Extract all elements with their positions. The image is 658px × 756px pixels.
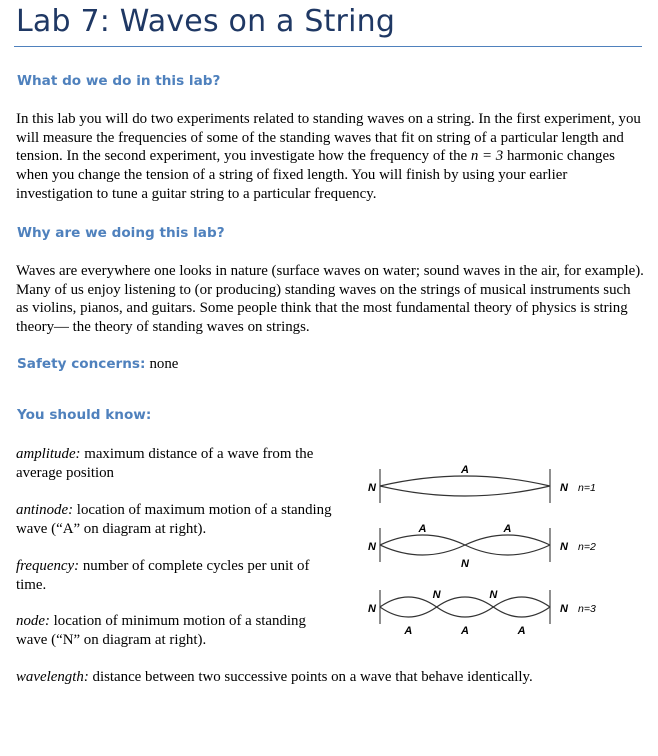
node-label: N bbox=[489, 589, 498, 601]
title-divider bbox=[14, 46, 642, 47]
node-label: N bbox=[560, 541, 568, 553]
wave-envelope-upper bbox=[380, 597, 550, 607]
node-label: N bbox=[368, 541, 376, 553]
antinode-label: A bbox=[503, 523, 512, 535]
node-label: N bbox=[432, 589, 441, 601]
mode-label: n=3 bbox=[578, 603, 596, 615]
definition-amplitude bbox=[16, 445, 341, 482]
section-heading-what: What do we do in this lab? bbox=[17, 73, 221, 89]
safety-label: Safety concerns: bbox=[17, 356, 146, 372]
wave-envelope-upper bbox=[380, 535, 550, 545]
antinode-label: A bbox=[404, 625, 413, 637]
section-heading-why: Why are we doing this lab? bbox=[17, 225, 225, 241]
body-what-math: n = 3 bbox=[470, 148, 504, 165]
def-term: antinode: bbox=[16, 502, 74, 518]
def-term: frequency: bbox=[16, 558, 80, 574]
page-title: Lab 7: Waves on a String bbox=[16, 4, 396, 39]
antinode-label: A bbox=[461, 464, 469, 476]
antinode-label: A bbox=[461, 625, 469, 637]
section-body-what bbox=[16, 110, 644, 204]
safety-value: none bbox=[149, 356, 179, 372]
mode-label: n=1 bbox=[578, 482, 596, 494]
body-what-start: In this lab you will do two experiments related to standing waves on a string. In the first experiment, you will measure the frequencies of some of the standing waves that fit on string of a particular length and tension. In the second experiment, you investigate how the frequency of the bbox=[16, 111, 641, 165]
def-text: number of complete cycles per unit of time. bbox=[16, 558, 310, 593]
definition-frequency bbox=[16, 557, 341, 594]
know-heading-text: You should know: bbox=[17, 407, 152, 423]
node-label: N bbox=[560, 603, 568, 615]
def-text: location of minimum motion of a standing wave (“N” on diagram at right). bbox=[16, 613, 306, 648]
definition-antinode bbox=[16, 501, 341, 538]
wave-envelope-upper bbox=[380, 476, 550, 486]
wave-envelope-lower bbox=[380, 545, 550, 555]
wave-envelope-lower bbox=[380, 607, 550, 617]
mode-label: n=2 bbox=[578, 541, 596, 553]
node-label: N bbox=[560, 482, 568, 494]
definition-wavelength bbox=[16, 668, 644, 687]
safety-line bbox=[17, 356, 178, 373]
def-term: wavelength: bbox=[16, 669, 89, 685]
def-text: maximum distance of a wave from the average position bbox=[16, 446, 314, 481]
antinode-label: A bbox=[418, 523, 427, 535]
def-text: location of maximum motion of a standing wave (“A” on diagram at right). bbox=[16, 502, 332, 537]
def-text: distance between two successive points on a wave that behave identically. bbox=[88, 669, 533, 685]
definition-node bbox=[16, 612, 341, 649]
body-what-end: harmonic changes when you change the tension of a string of fixed length. You will finish by using your earlier investigation to tune a guitar string to a particular frequency. bbox=[16, 148, 615, 202]
node-label: N bbox=[368, 603, 376, 615]
know-heading bbox=[17, 407, 151, 423]
wave-envelope-lower bbox=[380, 486, 550, 496]
node-label: N bbox=[368, 482, 376, 494]
section-body-why: Waves are everywhere one looks in nature (surface waves on water; sound waves in the air, for example). Many of us enjoy listening to (or producing) standing waves on the strings of musical instruments such as violins, pianos, and guitars. Some people think that the most fundamental theory of physics is string theory— the theory of standing waves on strings. bbox=[16, 263, 644, 336]
node-label: N bbox=[461, 558, 469, 570]
def-term: amplitude: bbox=[16, 446, 81, 462]
standing-wave-diagram bbox=[350, 445, 650, 645]
def-term: node: bbox=[16, 613, 50, 629]
antinode-label: A bbox=[517, 625, 526, 637]
